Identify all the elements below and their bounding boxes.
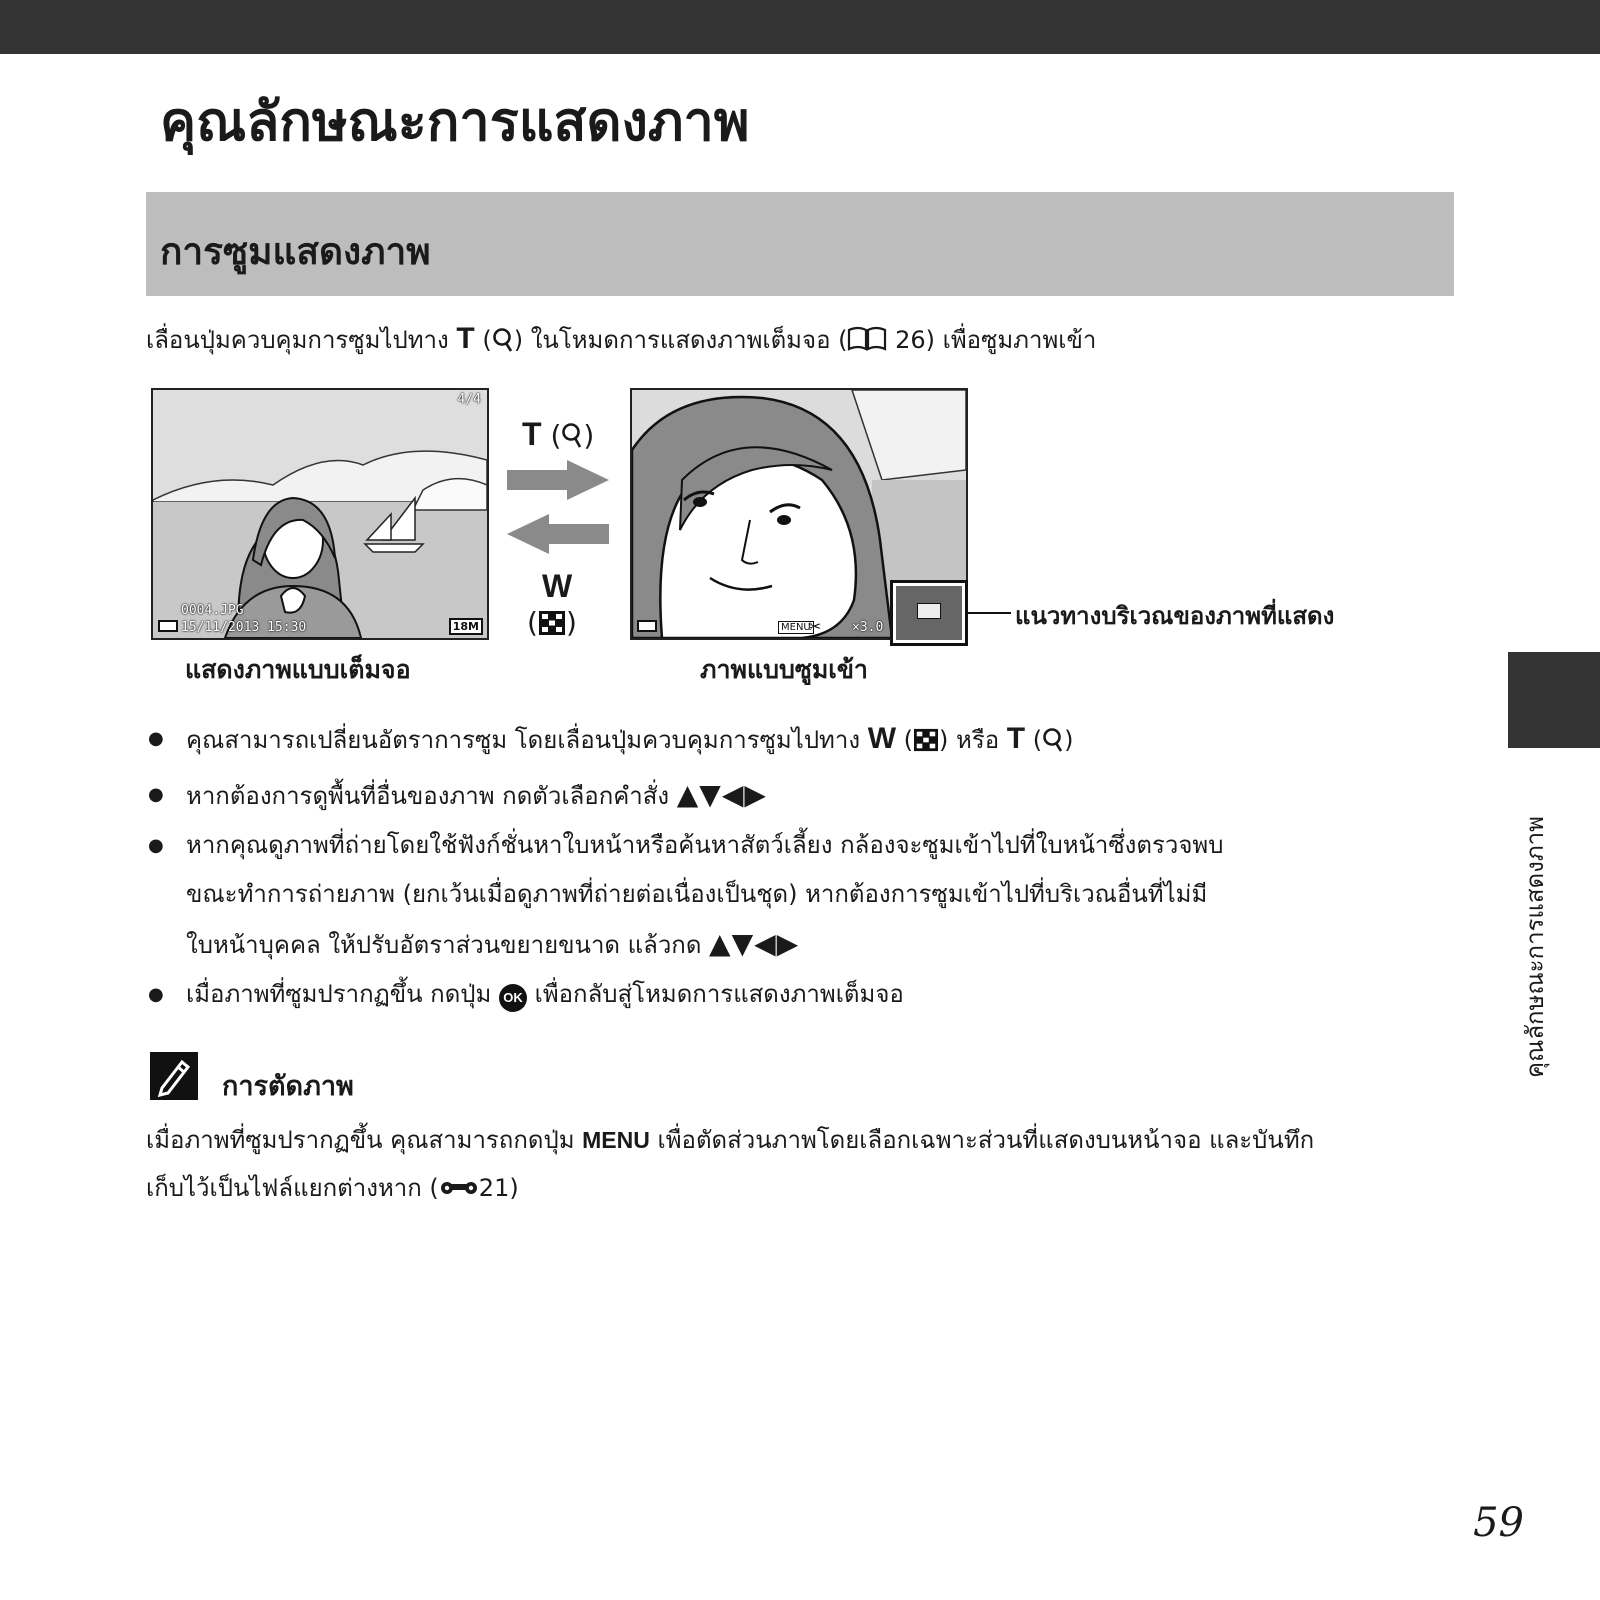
file-name: 0004.JPG xyxy=(181,603,244,618)
multi-selector-icon: ▲▼◀▶ xyxy=(709,927,800,960)
note-body xyxy=(146,1116,1466,1214)
full-frame-caption: แสดงภาพแบบเต็มจอ xyxy=(185,655,411,684)
zoomed-caption: ภาพแบบซูมเข้า xyxy=(700,655,868,684)
magnifier-icon xyxy=(561,422,583,457)
intro-text-1: เลื่อนปุ่มควบคุมการซูมไปทาง xyxy=(146,326,457,354)
side-tab-label: คุณลักษณะการแสดงภาพ xyxy=(1521,816,1549,1078)
guide-leader-line xyxy=(966,612,1011,614)
navigation-guide-frame xyxy=(917,603,941,619)
intro-page-ref: 26) เพื่อซูมภาพเข้า xyxy=(887,326,1097,354)
note-text: เพื่อตัดส่วนภาพโดยเลือกเฉพาะส่วนที่แสดงบนหน้าจอ และบันทึก xyxy=(649,1126,1315,1154)
zoom-t-key: T xyxy=(456,322,475,355)
page-number: 59 xyxy=(1473,1500,1524,1546)
list-item xyxy=(146,970,1476,1019)
bullet-text: คุณสามารถเปลี่ยนอัตราการซูม โดยเลื่อนปุ่มควบคุมการซูมไปทาง xyxy=(186,726,868,754)
list-item: ● คุณสามารถเปลี่ยนอัตราการซูม โดยเลื่อนปุ่มควบคุมการซูมไปทาง W ( ) หรือ T ( ) xyxy=(146,714,1476,770)
bullet-text: ) หรือ xyxy=(939,726,1007,754)
date-time: 15/11/2013 15:30 xyxy=(181,620,307,635)
zoom-in-key: T xyxy=(522,416,542,452)
note-text: เมื่อภาพที่ซูมปรากฏขึ้น คุณสามารถกดปุ่ม xyxy=(146,1126,583,1154)
zoom-out-label xyxy=(542,568,572,605)
bullet-list xyxy=(146,714,1476,1019)
multi-selector-icon: ▲▼◀▶ xyxy=(676,778,767,811)
guide-label: แนวทางบริเวณของภาพที่แสดง xyxy=(1015,602,1335,630)
zoom-w-key: W xyxy=(867,722,897,755)
ok-button-icon: OK xyxy=(499,984,527,1012)
bullet-text: ขณะทำการถ่ายภาพ (ยกเว้นเมื่อดูภาพที่ถ่ายต่อเนื่องเป็นชุด) หากต้องการซูมเข้าไปที่บริเวณอื่นที่ไม่มี xyxy=(186,880,1208,908)
section-title: การซูมแสดงภาพ xyxy=(160,230,431,273)
page-title: คุณลักษณะการแสดงภาพ xyxy=(160,90,750,153)
bullet-text: หากคุณดูภาพที่ถ่ายโดยใช้ฟังก์ชั่นหาใบหน้าหรือค้นหาสัตว์เลี้ยง กล้องจะซูมเข้าไปที่ใบหน้าซึ่งตรวจพบ xyxy=(186,831,1224,859)
side-tab xyxy=(1508,652,1600,748)
zoom-direction-arrows xyxy=(505,460,615,564)
note-pencil-icon xyxy=(150,1052,198,1100)
full-frame-screen xyxy=(151,388,489,640)
scissors-icon: ✂ xyxy=(808,617,822,636)
full-frame-illustration xyxy=(153,390,487,638)
zoom-t-key: T xyxy=(1006,722,1026,755)
intro-text-2: ) ในโหมดการแสดงภาพเต็มจอ ( xyxy=(513,326,848,354)
thumbnail-icon xyxy=(913,720,939,769)
note-page-ref: 21) xyxy=(478,1174,519,1202)
bullet-text: เพื่อกลับสู่โหมดการแสดงภาพเต็มจอ xyxy=(526,980,904,1008)
bullet-text: ใบหน้าบุคคล ให้ปรับอัตราส่วนขยายขนาด แล้วกด xyxy=(186,931,710,959)
zoom-out-key: W xyxy=(542,568,573,604)
note-text: เก็บไว้เป็นไฟล์แยกต่างหาก ( xyxy=(146,1174,439,1202)
note-title: การตัดภาพ xyxy=(222,1071,354,1102)
top-bar xyxy=(0,0,1600,54)
book-icon xyxy=(847,326,887,358)
menu-badge: MENU xyxy=(778,621,814,634)
bullet-text: หากต้องการดูพื้นที่อื่นของภาพ กดตัวเลือกคำสั่ง xyxy=(186,782,677,810)
thumbnail-icon xyxy=(538,610,566,643)
zoom-in-label: T ( ) xyxy=(522,416,594,457)
magnifier-icon xyxy=(1042,721,1064,770)
reference-icon xyxy=(439,1166,479,1214)
menu-button-label: MENU xyxy=(582,1127,650,1153)
battery-icon xyxy=(158,620,178,632)
zoom-figure xyxy=(0,380,1600,700)
navigation-guide-box xyxy=(890,580,968,646)
list-item xyxy=(146,770,1476,821)
intro-paragraph: เลื่อนปุ่มควบคุมการซูมไปทาง T ( ) ในโหมดการแสดงภาพเต็มจอ ( 26) เพื่อซูมภาพเข้า xyxy=(146,320,1096,359)
thumbnail-paren: ( ) xyxy=(527,606,577,643)
bullet-text: เมื่อภาพที่ซูมปรากฏขึ้น กดปุ่ม xyxy=(186,980,499,1008)
list-item xyxy=(146,821,1476,970)
zoom-ratio: ×3.0 xyxy=(852,620,884,635)
image-size-badge: 18M xyxy=(449,618,483,635)
image-count: 4/4 xyxy=(457,392,481,407)
battery-icon xyxy=(637,620,657,632)
magnifier-icon xyxy=(492,327,514,359)
